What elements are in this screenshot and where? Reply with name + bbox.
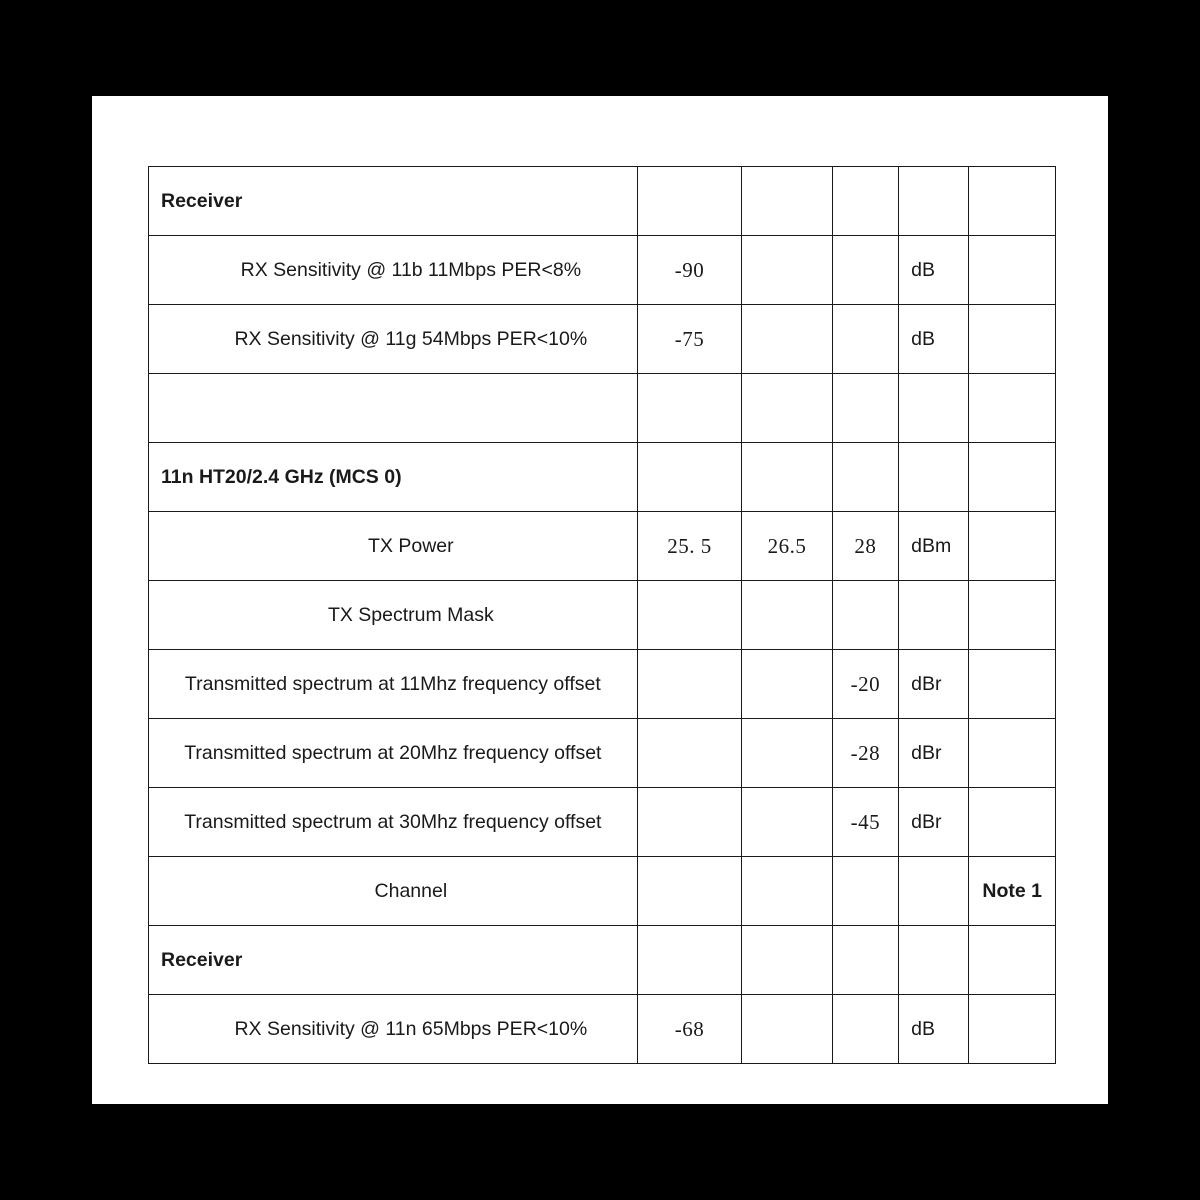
cell-typ [742, 926, 832, 995]
cell-unit [899, 443, 969, 512]
parameter-label: Receiver [161, 189, 243, 212]
cell-max [832, 650, 898, 719]
cell-typ [742, 512, 832, 581]
cell-note [969, 512, 1056, 581]
unit-value: dB [911, 258, 935, 281]
parameter-label: Transmitted spectrum at 30Mhz frequency offset [184, 810, 602, 833]
cell-parameter [149, 926, 638, 995]
unit-value: dBr [911, 810, 942, 833]
cell-typ [742, 995, 832, 1064]
table-row [149, 236, 1056, 305]
cell-parameter [149, 167, 638, 236]
cell-min [637, 719, 742, 788]
parameter-label: RX Sensitivity @ 11n 65Mbps PER<10% [234, 1017, 588, 1040]
unit-value: dB [911, 1017, 935, 1040]
cell-note [969, 443, 1056, 512]
cell-parameter [149, 788, 638, 857]
cell-min [637, 236, 742, 305]
document-page [92, 96, 1108, 1104]
cell-max [832, 581, 898, 650]
cell-max [832, 719, 898, 788]
cell-min-value: -68 [674, 1016, 705, 1041]
parameter-label: RX Sensitivity @ 11b 11Mbps PER<8% [240, 258, 582, 281]
cell-unit [899, 650, 969, 719]
parameter-label: Transmitted spectrum at 11Mhz frequency offset [184, 672, 601, 695]
table-row [149, 512, 1056, 581]
table-row [149, 719, 1056, 788]
cell-typ [742, 650, 832, 719]
cell-unit [899, 167, 969, 236]
cell-unit [899, 719, 969, 788]
cell-min-value: -75 [674, 326, 705, 351]
cell-note [969, 305, 1056, 374]
cell-note [969, 236, 1056, 305]
cell-min-value: -90 [674, 257, 705, 282]
table-row [149, 857, 1056, 926]
cell-note [969, 167, 1056, 236]
cell-min-value: 25. 5 [667, 533, 712, 558]
table-row [149, 167, 1056, 236]
cell-parameter [149, 995, 638, 1064]
table-row [149, 581, 1056, 650]
table-row [149, 374, 1056, 443]
parameter-label: RX Sensitivity @ 11g 54Mbps PER<10% [234, 327, 588, 350]
cell-max-value: -20 [850, 671, 881, 696]
cell-unit [899, 236, 969, 305]
cell-min [637, 305, 742, 374]
cell-max [832, 374, 898, 443]
cell-max [832, 926, 898, 995]
unit-value: dBr [911, 741, 942, 764]
cell-unit [899, 581, 969, 650]
table-row [149, 650, 1056, 719]
cell-parameter [149, 236, 638, 305]
cell-typ [742, 443, 832, 512]
cell-max [832, 857, 898, 926]
cell-max [832, 236, 898, 305]
cell-note [969, 926, 1056, 995]
cell-min [637, 374, 742, 443]
parameter-label: Channel [374, 879, 448, 902]
cell-parameter [149, 581, 638, 650]
parameter-label: Transmitted spectrum at 20Mhz frequency offset [184, 741, 602, 764]
cell-typ [742, 719, 832, 788]
parameter-label: 11n HT20/2.4 GHz (MCS 0) [161, 465, 402, 488]
parameter-label: Receiver [161, 948, 243, 971]
cell-note [969, 374, 1056, 443]
cell-min [637, 788, 742, 857]
parameter-label: TX Spectrum Mask [327, 603, 494, 626]
cell-max [832, 443, 898, 512]
cell-min [637, 995, 742, 1064]
note-value: Note 1 [982, 879, 1043, 902]
cell-min [637, 443, 742, 512]
cell-typ [742, 581, 832, 650]
table-row [149, 443, 1056, 512]
cell-max-value: -45 [850, 809, 881, 834]
cell-max [832, 305, 898, 374]
cell-typ [742, 305, 832, 374]
cell-parameter [149, 512, 638, 581]
cell-min [637, 167, 742, 236]
cell-parameter [149, 650, 638, 719]
cell-parameter [149, 374, 638, 443]
cell-min [637, 512, 742, 581]
cell-unit [899, 995, 969, 1064]
cell-min [637, 581, 742, 650]
cell-typ [742, 374, 832, 443]
cell-unit [899, 374, 969, 443]
cell-max-value: -28 [850, 740, 881, 765]
cell-unit [899, 788, 969, 857]
table-row [149, 926, 1056, 995]
cell-note [969, 995, 1056, 1064]
unit-value: dBm [911, 534, 952, 557]
cell-typ [742, 857, 832, 926]
table-row [149, 305, 1056, 374]
cell-unit [899, 926, 969, 995]
cell-parameter [149, 305, 638, 374]
cell-min [637, 926, 742, 995]
parameter-label: TX Power [368, 534, 454, 557]
unit-value: dBr [911, 672, 942, 695]
cell-parameter [149, 719, 638, 788]
cell-max [832, 512, 898, 581]
unit-value: dB [911, 327, 935, 350]
cell-min [637, 650, 742, 719]
cell-max [832, 995, 898, 1064]
table-body [149, 167, 1056, 1064]
cell-typ-value: 26.5 [767, 533, 807, 558]
cell-max [832, 167, 898, 236]
cell-parameter [149, 857, 638, 926]
cell-note [969, 788, 1056, 857]
cell-parameter [149, 443, 638, 512]
cell-max [832, 788, 898, 857]
cell-max-value: 28 [854, 533, 877, 558]
cell-unit [899, 512, 969, 581]
table-row [149, 788, 1056, 857]
cell-typ [742, 236, 832, 305]
specification-table [148, 166, 1056, 1064]
cell-note [969, 719, 1056, 788]
cell-typ [742, 788, 832, 857]
cell-unit [899, 305, 969, 374]
cell-unit [899, 857, 969, 926]
cell-typ [742, 167, 832, 236]
cell-note [969, 650, 1056, 719]
cell-note [969, 581, 1056, 650]
table-row [149, 995, 1056, 1064]
cell-note [969, 857, 1056, 926]
cell-min [637, 857, 742, 926]
